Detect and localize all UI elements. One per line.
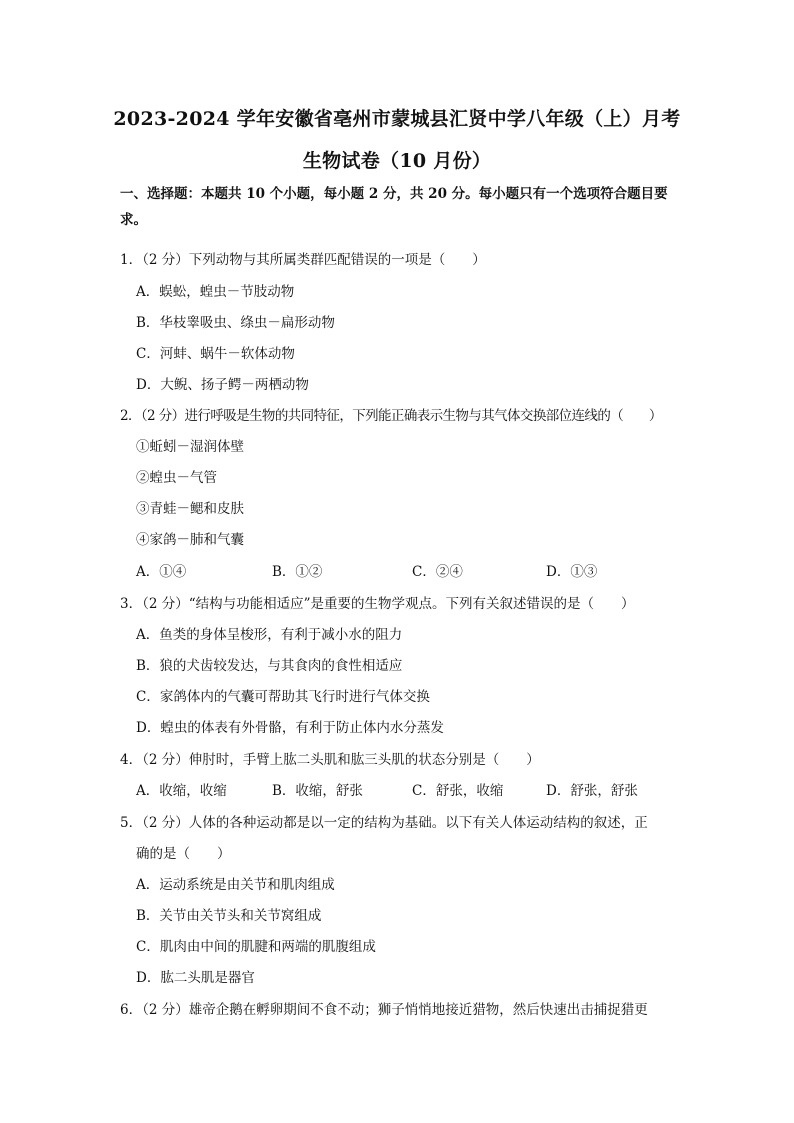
question-1-option-c: C．河蚌、蜗牛－软体动物: [136, 346, 295, 362]
question-2-stem: 2．（2 分）进行呼吸是生物的共同特征，下列能正确表示生物与其气体交换部位连线的（ ）: [120, 408, 662, 424]
exam-title-line2: 生物试卷（10 月份）: [302, 150, 492, 172]
question-5-stem-line2: 确的是（ ）: [136, 846, 231, 862]
question-5-option-b: B．关节由关节头和关节窝组成: [136, 908, 322, 924]
question-2-item-1: ①蚯蚓－湿润体壁: [136, 439, 244, 455]
question-2-option-c: C．②④: [412, 564, 463, 580]
question-1-option-b: B．华枝睾吸虫、绦虫－扁形动物: [136, 315, 335, 331]
question-2-item-3: ③青蛙－鳃和皮肤: [136, 501, 244, 517]
section-heading: 一、选择题：本题共 10 个小题，每小题 2 分，共 20 分。每小题只有一个选项符合题目要求。: [120, 186, 668, 228]
question-4-option-d: D．舒张，舒张: [546, 783, 638, 799]
question-2-item-4: ④家鸽－肺和气囊: [136, 532, 244, 548]
question-3-option-c: C．家鸽体内的气囊可帮助其飞行时进行气体交换: [136, 689, 430, 705]
question-3-option-a: A．鱼类的身体呈梭形，有利于减小水的阻力: [136, 627, 403, 643]
exam-title-line1: 2023-2024 学年安徽省亳州市蒙城县汇贤中学八年级（上）月考: [113, 108, 681, 130]
question-2-item-2: ②蝗虫－气管: [136, 470, 217, 486]
question-5-stem-line1: 5．（2 分）人体的各种运动都是以一定的结构为基础。以下有关人体运动结构的叙述，正: [120, 815, 648, 831]
question-4-option-c: C．舒张，收缩: [412, 783, 504, 799]
question-2-option-d: D．①③: [546, 564, 598, 580]
question-5-option-a: A．运动系统是由关节和肌肉组成: [136, 877, 335, 893]
question-4-option-b: B．收缩，舒张: [272, 783, 363, 799]
question-6-stem: 6．（2 分）雄帝企鹅在孵卵期间不食不动；狮子悄悄地接近猎物，然后快速出击捕捉猎更: [120, 1002, 648, 1018]
question-1-stem: 1．（2 分）下列动物与其所属类群匹配错误的一项是（ ）: [120, 252, 486, 268]
question-2-option-b: B．①②: [272, 564, 323, 580]
question-3-stem: 3．（2 分）“结构与功能相适应”是重要的生物学观点。下列有关叙述错误的是（ ）: [120, 596, 635, 612]
question-3-option-b: B．狼的犬齿较发达，与其食肉的食性相适应: [136, 658, 403, 674]
question-4-option-a: A．收缩，收缩: [136, 783, 227, 799]
question-5-option-c: C．肌肉由中间的肌腱和两端的肌腹组成: [136, 939, 376, 955]
question-3-option-d: D．蝗虫的体表有外骨骼，有利于防止体内水分蒸发: [136, 720, 444, 736]
question-4-stem: 4．（2 分）伸肘时，手臂上肱二头肌和肱三头肌的状态分别是（ ）: [120, 752, 540, 768]
question-1-option-d: D．大鲵、扬子鳄－两栖动物: [136, 377, 309, 393]
question-2-option-a: A．①④: [136, 564, 187, 580]
question-1-option-a: A．蜈蚣，蝗虫－节肢动物: [136, 284, 295, 300]
question-5-option-d: D．肱二头肌是器官: [136, 970, 255, 986]
